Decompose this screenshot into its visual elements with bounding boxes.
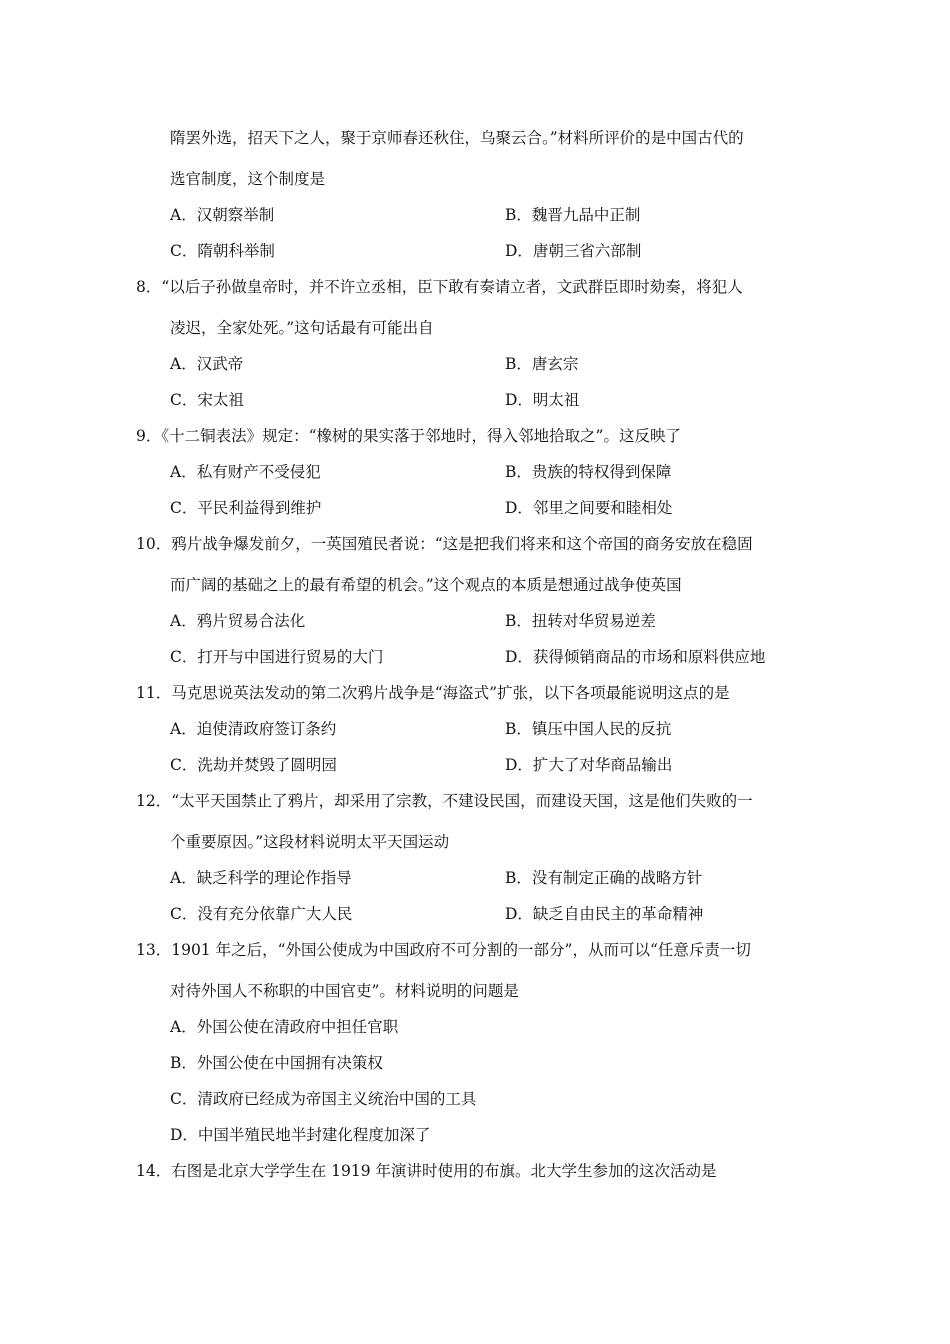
q9-stem-line1: 9．《十二铜表法》规定：“橡树的果实落于邻地时，得入邻地拾取之”。这反映了 <box>136 427 681 445</box>
q10-option-b[interactable]: B．扭转对华贸易逆差 <box>505 612 656 630</box>
q11-option-d[interactable]: D．扩大了对华商品输出 <box>505 756 673 774</box>
q8-option-a[interactable]: A．汉武帝 <box>170 355 244 373</box>
q9-option-b[interactable]: B．贵族的特权得到保障 <box>505 463 672 481</box>
q11-option-c[interactable]: C．洗劫并焚毁了圆明园 <box>170 756 337 774</box>
q8-option-d[interactable]: D．明太祖 <box>505 391 580 409</box>
q7-stem-line2: 选官制度，这个制度是 <box>170 170 326 188</box>
q12-stem-line2: 个重要原因。”这段材料说明太平天国运动 <box>170 833 450 851</box>
q11-stem-line1: 11．马克思说英法发动的第二次鸦片战争是“海盗式”扩张，以下各项最能说明这点的是 <box>136 684 730 702</box>
q7-option-c[interactable]: C．隋朝科举制 <box>170 242 275 260</box>
q11-option-b[interactable]: B．镇压中国人民的反抗 <box>505 720 672 738</box>
q7-option-b[interactable]: B．魏晋九品中正制 <box>505 206 641 224</box>
q7-stem-line1: 隋罢外选，招天下之人，聚于京师春还秋住，乌聚云合。”材料所评价的是中国古代的 <box>170 129 744 147</box>
q9-option-d[interactable]: D．邻里之间要和睦相处 <box>505 499 673 517</box>
q10-option-a[interactable]: A．鸦片贸易合法化 <box>170 612 306 630</box>
q9-option-a[interactable]: A．私有财产不受侵犯 <box>170 463 321 481</box>
q13-stem-line1: 13．1901 年之后，“外国公使成为中国政府不可分割的一部分”，从而可以“任意斥责一切 <box>136 941 751 959</box>
q10-stem-line1: 10．鸦片战争爆发前夕，一英国殖民者说：“这是把我们将来和这个帝国的商务安放在稳固 <box>136 535 753 553</box>
q12-option-d[interactable]: D．缺乏自由民主的革命精神 <box>505 905 704 923</box>
q11-option-a[interactable]: A．迫使清政府签订条约 <box>170 720 337 738</box>
q12-option-b[interactable]: B．没有制定正确的战略方针 <box>505 869 703 887</box>
q10-stem-line2: 而广阔的基础之上的最有希望的机会。”这个观点的本质是想通过战争使英国 <box>170 576 682 594</box>
q8-option-c[interactable]: C．宋太祖 <box>170 391 244 409</box>
q13-option-c[interactable]: C．清政府已经成为帝国主义统治中国的工具 <box>170 1090 477 1108</box>
q7-option-d[interactable]: D．唐朝三省六部制 <box>505 242 642 260</box>
q10-option-d[interactable]: D．获得倾销商品的市场和原料供应地 <box>505 648 766 666</box>
q8-option-b[interactable]: B．唐玄宗 <box>505 355 579 373</box>
q8-stem-line1: 8．“以后子孙做皇帝时，并不许立丞相，臣下敢有奏请立者，文武群臣即时劾奏，将犯人 <box>136 278 743 296</box>
q9-option-c[interactable]: C．平民利益得到维护 <box>170 499 322 517</box>
q12-stem-line1: 12．“太平天国禁止了鸦片，却采用了宗教，不建设民国，而建设天国，这是他们失败的一 <box>136 792 753 810</box>
q13-stem-line2: 对待外国人不称职的中国官吏”。材料说明的问题是 <box>170 982 519 1000</box>
q13-option-b[interactable]: B．外国公使在中国拥有决策权 <box>170 1054 383 1072</box>
q13-option-a[interactable]: A．外国公使在清政府中担任官职 <box>170 1018 399 1036</box>
q13-option-d[interactable]: D．中国半殖民地半封建化程度加深了 <box>170 1126 431 1144</box>
q8-stem-line2: 凌迟，全家处死。”这句话最有可能出自 <box>170 319 434 337</box>
q12-option-c[interactable]: C．没有充分依靠广大人民 <box>170 905 353 923</box>
q14-stem-line1: 14．右图是北京大学学生在 1919 年演讲时使用的布旗。北大学生参加的这次活动是 <box>136 1162 717 1180</box>
q7-option-a[interactable]: A．汉朝察举制 <box>170 206 275 224</box>
q10-option-c[interactable]: C．打开与中国进行贸易的大门 <box>170 648 384 666</box>
q12-option-a[interactable]: A．缺乏科学的理论作指导 <box>170 869 352 887</box>
